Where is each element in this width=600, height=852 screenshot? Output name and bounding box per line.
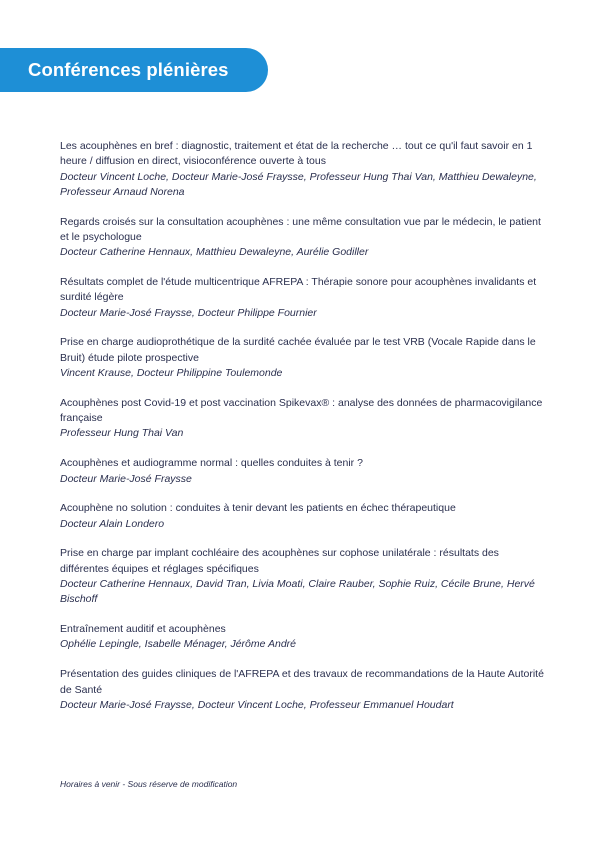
session-title: Prise en charge par implant cochléaire des acouphènes sur cophose unilatérale : résultats des différentes équipes et réglages spécifiques [60, 547, 499, 575]
session-item [60, 215, 550, 261]
session-speakers: Docteur Vincent Loche, Docteur Marie-José Fraysse, Professeur Hung Thai Van, Matthieu Dewaleyne, Professeur Arnaud Norena [60, 170, 537, 198]
footer-note: Horaires à venir - Sous réserve de modification [60, 779, 238, 789]
session-item [60, 501, 550, 532]
session-item [60, 275, 550, 321]
session-title: Regards croisés sur la consultation acouphènes : une même consultation vue par le médecin, le patient et le psychologue [60, 215, 541, 243]
conference-list [60, 139, 550, 728]
session-item [60, 139, 550, 200]
session-title: Les acouphènes en bref : diagnostic, traitement et état de la recherche … tout ce qu'il faut savoir en 1 heure / diffusion en direct, visioconférence ouverte à tous [60, 140, 533, 168]
session-speakers: Ophélie Lepingle, Isabelle Ménager, Jérôme André [60, 638, 297, 651]
session-speakers: Docteur Catherine Hennaux, Matthieu Dewaleyne, Aurélie Godiller [60, 246, 369, 259]
session-speakers: Professeur Hung Thai Van [60, 427, 184, 440]
section-title: Conférences plénières [28, 59, 229, 80]
session-item [60, 622, 550, 653]
session-item [60, 335, 550, 381]
session-speakers: Docteur Alain Londero [60, 517, 165, 530]
session-title: Entraînement auditif et acouphènes [60, 623, 226, 636]
session-speakers: Docteur Catherine Hennaux, David Tran, Livia Moati, Claire Rauber, Sophie Ruiz, Cécile Brune, Hervé Bischoff [60, 578, 535, 606]
session-title: Présentation des guides cliniques de l'AFREPA et des travaux de recommandations de la Haute Autorité de Santé [60, 668, 544, 696]
session-item [60, 456, 550, 487]
session-speakers: Docteur Marie-José Fraysse [60, 472, 192, 485]
session-title: Acouphènes et audiogramme normal : quelles conduites à tenir ? [60, 457, 363, 470]
session-title: Prise en charge audioprothétique de la surdité cachée évaluée par le test VRB (Vocale Rapide dans le Bruit) étude pilote prospective [60, 336, 536, 364]
session-title: Acouphène no solution : conduites à tenir devant les patients en échec thérapeutique [60, 502, 456, 515]
session-title: Acouphènes post Covid-19 et post vaccination Spikevax® : analyse des données de pharmacovigilance française [60, 396, 543, 425]
session-speakers: Docteur Marie-José Fraysse, Docteur Vincent Loche, Professeur Emmanuel Houdart [60, 698, 454, 711]
session-item [60, 546, 550, 607]
session-speakers: Docteur Marie-José Fraysse, Docteur Philippe Fournier [60, 306, 317, 319]
session-item [60, 667, 550, 713]
session-speakers: Vincent Krause, Docteur Philippine Toulemonde [60, 367, 283, 380]
session-item [60, 396, 550, 442]
session-title: Résultats complet de l'étude multicentrique AFREPA : Thérapie sonore pour acouphènes invalidants et surdité légère [60, 276, 537, 304]
section-header-banner [0, 48, 268, 92]
